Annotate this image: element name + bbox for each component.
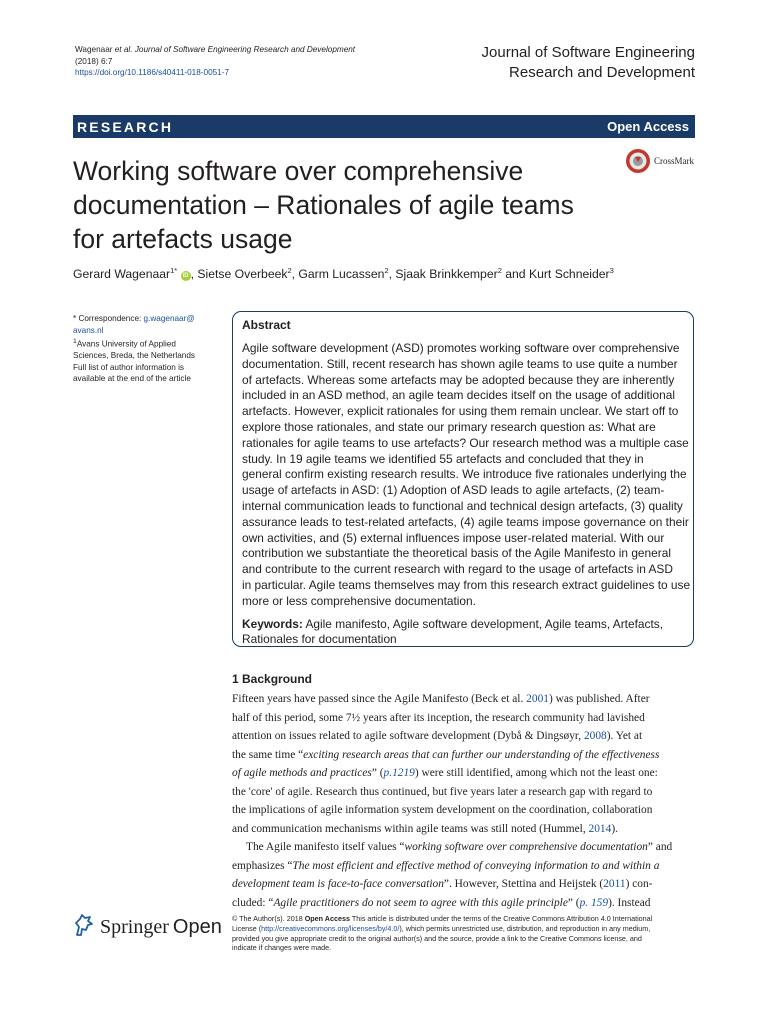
body-line: the 'core' of agile. Research thus continued, but five years later a research gap with regard to [232,785,653,798]
body-line: Fifteen years have passed since the Agile Manifesto (Beck et al. 2001) was published. After [232,693,650,705]
license-line: provided you give appropriate credit to the original author(s) and the source, provide a link to the Creative Commons license, and [232,933,642,943]
title-line: documentation – Rationales of agile teams [73,190,574,220]
orcid-icon[interactable]: iD [182,273,189,280]
abstract-line: own activities, and (5) external influences impose user-related material. With our [242,530,665,545]
author-name[interactable]: , Sietse Overbeek [190,267,288,282]
author-affiliation: 3 [609,266,614,275]
body-line: The Agile manifesto itself values “working software over comprehensive documentation” and [246,841,673,853]
page-ref-link[interactable]: p.1219 [383,767,415,779]
abstract-heading: Abstract [242,318,291,332]
journal-name-line: Research and Development [509,64,695,81]
body-text [232,690,694,912]
keywords [242,617,684,649]
abstract-line: general confirm existing research results. We introduce five rationales underlying the [242,467,687,482]
abstract-line: of artefacts. Whereas some artefacts may be adopted because they are inherently [242,372,675,387]
keywords-text: Rationales for documentation [242,632,397,647]
journal-name-line: Journal of Software Engineering [481,44,695,61]
springer-horse-icon [73,913,95,942]
citation-volume: (2018) 6:7 [75,56,113,66]
body-line: of agile methods and practices” (p.1219) were still identified, among which not the least one: [232,767,658,779]
article-type-label: RESEARCH [77,118,174,135]
abstract-line: and contribute to the current research with regard to the usage of artefacts in ASD [242,562,673,577]
publisher-name: Springer [100,916,169,938]
correspondence-email-link[interactable]: avans.nl [73,325,104,335]
title-line: Working software over comprehensive [73,156,524,186]
author-name[interactable]: , Sjaak Brinkkemper [388,267,498,282]
citation-link[interactable]: 2014 [588,822,612,835]
author-name[interactable]: , Garm Lucassen [291,267,385,282]
crossmark-icon [625,148,651,174]
abstract-line: contribution we substantiate the theoretical basis of the Agile Manifesto in general [242,546,671,561]
author-info-note: Full list of author information is [73,362,185,372]
body-line: emphasizes “The most efficient and effective method of conveying information to and within a [232,859,660,872]
license-open-access: Open Access [304,914,350,923]
abstract-line: assurance leads to test-related artefacts, (4) agile teams impose governance on their [242,514,689,529]
abstract-line: more or less comprehensive documentation. [242,593,476,608]
abstract-line: included in an ASD method, an agile team decides itself on the usage of additional [242,388,675,403]
author-affiliation: 2 [497,266,502,275]
affiliation-text: Avans University of Applied [76,339,176,349]
title-line: for artefacts usage [73,224,293,254]
author-name[interactable]: and Kurt Schneider [501,267,610,282]
body-line: the same time “exciting research areas that can further our understanding of the effectiveness [232,748,660,761]
author-name[interactable]: Gerard Wagenaar [73,267,171,282]
citation-et-al: et al. [114,45,133,54]
open-access-label: Open Access [607,119,689,134]
body-line: and communication mechanisms within agile teams was still noted (Hummel, 2014). [232,822,618,835]
correspondence-label: * Correspondence: [73,314,144,323]
citation-journal: Journal of Software Engineering Research and Development [132,45,356,54]
author-affiliation: 2 [384,266,389,275]
body-line: the implications of agile information system development on the coordination, collaboration [232,804,653,816]
abstract-line: usage of artefacts in ASD: (1) Adoption of ASD leads to agile artefacts, (2) team- [242,483,665,498]
keywords-text: Agile manifesto, Agile software development, Agile teams, Artefacts, [302,616,664,631]
article-citation [75,44,355,79]
citation-link[interactable]: 2011 [603,878,626,890]
abstract-line: internal communication leads to functional and technical design artefacts, (3) quality [242,498,683,513]
citation-authors: Wagenaar [75,45,115,54]
body-line: half of this period, some 7½ years after its inception, the research community had lavished [232,711,645,724]
abstract-line: rationales for agile teams to use artefacts? Our research method was a multiple case [242,435,689,450]
abstract-line: study. In 19 agile teams we identified 55 artefacts and concluded that they in [242,451,644,466]
section-heading: 1 Background [232,672,313,686]
correspondence-note [73,313,213,385]
affiliation-number: 1 [73,338,77,345]
crossmark-label: CrossMark [654,156,694,166]
article-title [73,154,633,256]
citation-link[interactable]: 2008 [583,730,607,742]
license-link[interactable]: http://creativecommons.org/licenses/by/4.0/ [261,923,400,933]
author-affiliation: 2 [287,266,292,275]
abstract-line: documentation. Still, recent research has shown agile teams to use quite a number [242,356,678,371]
publisher-open: Open [172,916,222,938]
abstract-line: Agile software development (ASD) promotes working software over comprehensive [242,341,680,355]
citation-doi-link[interactable]: https://doi.org/10.1186/s40411-018-0051-7 [75,68,230,77]
license-line: indicate if changes were made. [232,943,332,953]
keywords-label: Keywords: [242,616,303,631]
crossmark-badge[interactable] [625,148,694,174]
body-line: attention on issues related to agile software development (Dybå & Dingsøyr, 2008). Yet at [232,730,643,742]
abstract-line: artefacts. However, explicit rationales for using them remain unclear. We start off to [242,404,679,419]
citation-link[interactable]: 2001 [526,693,549,705]
affiliation-text: Sciences, Breda, the Netherlands [73,351,195,361]
article-type-banner [73,115,695,138]
correspondence-email-link[interactable]: g.wagenaar@ [143,314,195,323]
body-line: development team is face-to-face conversation”. However, Stettina and Heijstek (2011) con- [232,878,653,890]
journal-name [482,43,695,83]
body-line: cluded: “Agile practitioners do not seem to agree with this agile principle” (p. 159). Instead [232,896,651,909]
abstract-box [232,311,694,647]
author-info-note: available at the end of the article [73,374,191,384]
license-notice: © The Author(s). 2018 Open Access This article is distributed under the terms of the Creative Commons Attribution 4.0 International License (http://creativecommons.org/licenses/by/4.0/), which permits unrestricted use, distribution, and reproduction in any medium, provided you give appropriate credit to the original author(s) and the source, provide a link to the Creative Commons license, and indicate if changes were made. [232,914,694,953]
page-ref-link[interactable]: p. 159 [579,896,609,909]
author-list [73,266,614,281]
author-affiliation: 1* [170,266,178,275]
abstract-body [242,341,691,610]
springer-open-logo[interactable] [73,913,222,942]
abstract-line: explore those rationales, and state our primary research question as: What are [242,419,656,434]
abstract-line: in particular. Agile teams themselves may from this research extract guidelines to use [242,577,691,592]
